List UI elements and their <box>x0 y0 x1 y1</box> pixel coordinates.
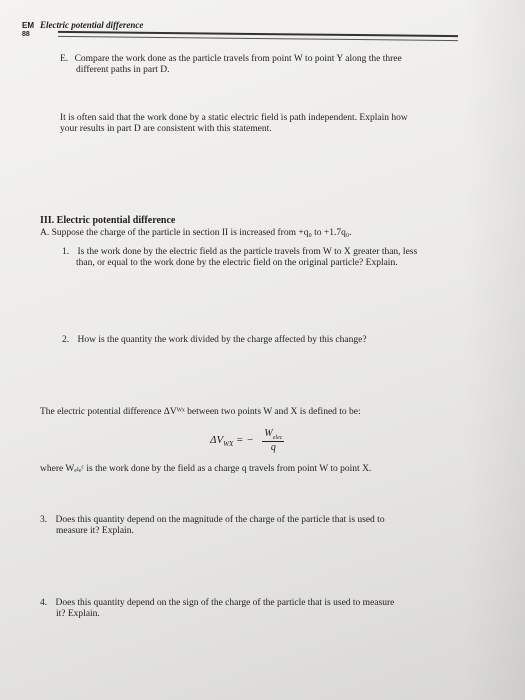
part-e-line1: Compare the work done as the particle travels from point W to point Y along the three <box>74 54 402 64</box>
question-3 <box>40 515 500 537</box>
q3-number: 3. <box>40 515 48 525</box>
part-e-line2: different paths in part D. <box>76 65 170 75</box>
part-e <box>60 54 480 76</box>
q4-number: 4. <box>40 598 48 608</box>
potential-difference-equation <box>210 428 284 453</box>
course-label: EM <box>22 21 34 30</box>
q1-number: 1. <box>62 247 70 257</box>
eq-numerator: W <box>264 428 273 439</box>
eq-equals: = − <box>233 434 254 447</box>
path-line1: It is often said that the work done by a static electric field is path independent. Explain how <box>60 113 408 123</box>
q3-line1: Does this quantity depend on the magnitude of the charge of the particle that is used to <box>55 515 385 525</box>
q1-line2: than, or equal to the work done by the electric field on the original particle? Explain. <box>76 258 398 268</box>
eq-num-sub: elec <box>272 435 283 441</box>
where-text: where Wₑₗₑᶜ is the work done by the field as a charge q travels from point W to point X. <box>40 464 372 474</box>
q3-line2: measure it? Explain. <box>56 526 134 536</box>
eq-sub: WX <box>223 440 234 449</box>
q2-text: How is the quantity the work divided by the charge affected by this change? <box>77 335 367 345</box>
chapter-title: Electric potential difference <box>40 20 144 30</box>
path-line2: your results in part D are consistent with this statement. <box>60 124 272 134</box>
eq-denominator: q <box>270 442 276 453</box>
section-heading: III. Electric potential difference <box>40 215 176 226</box>
part-a-text: A. Suppose the charge of the particle in section II is increased from +q₀ to +1.7q₀. <box>40 228 352 238</box>
definition-text: The electric potential difference ΔVᵂˣ between two points W and X is defined to be: <box>40 407 361 417</box>
question-1 <box>62 247 502 269</box>
path-independence-question <box>60 113 500 135</box>
page-shadow <box>465 0 525 700</box>
eq-lhs: ΔV <box>210 434 224 447</box>
part-e-letter: E. <box>60 54 69 64</box>
q1-line1: Is the work done by the electric field as the particle travels from W to X greater than, less <box>77 247 418 257</box>
page-number: 88 <box>22 31 30 38</box>
q2-number: 2. <box>62 335 70 345</box>
q4-line2: it? Explain. <box>56 609 100 619</box>
question-2 <box>62 335 502 346</box>
q4-line1: Does this quantity depend on the sign of the charge of the particle that is used to measure <box>55 598 395 608</box>
eq-fraction <box>262 428 284 453</box>
question-4 <box>40 598 510 620</box>
